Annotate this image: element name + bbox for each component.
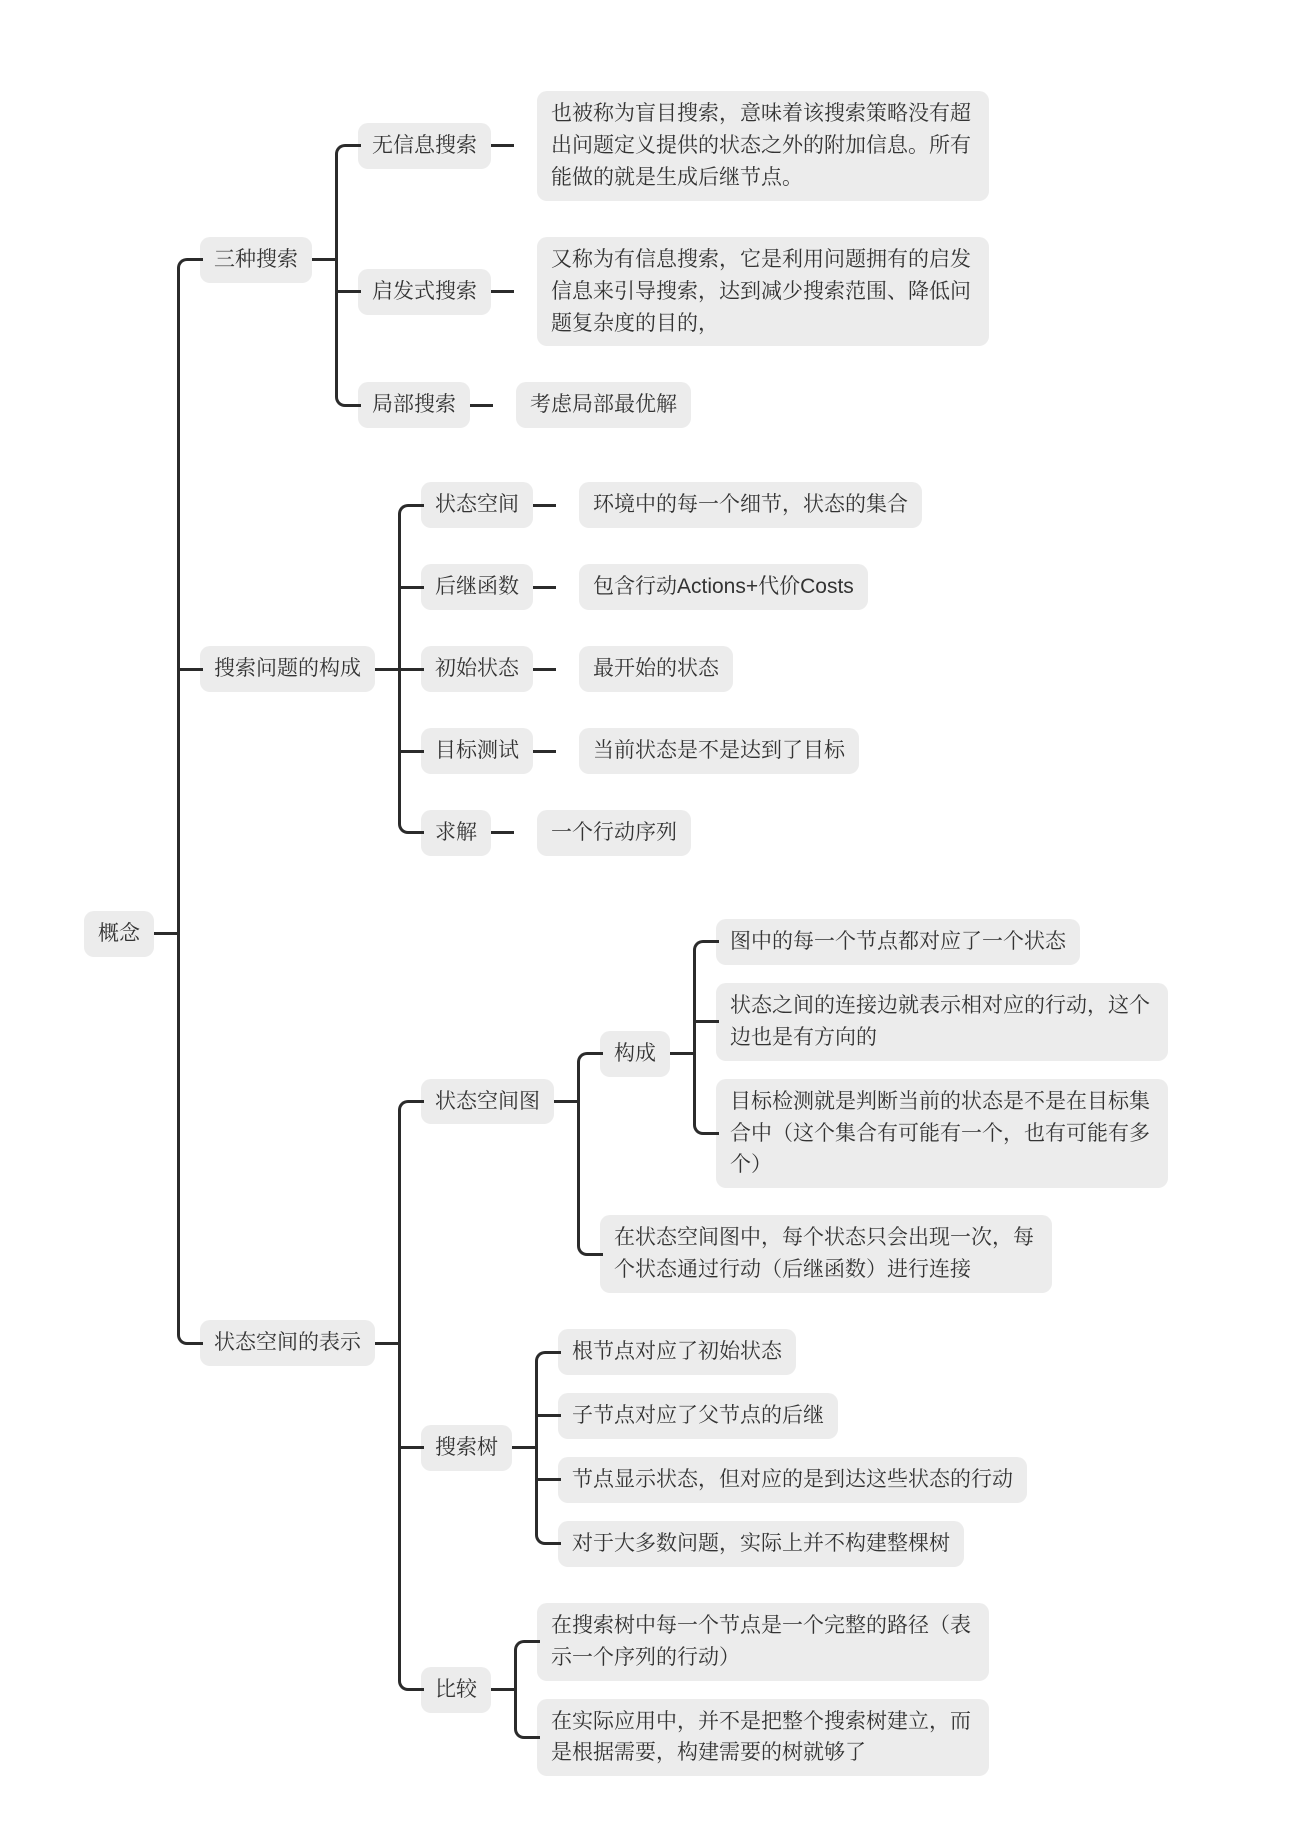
leaf-goal-test-desc[interactable]: 当前状态是不是达到了目标	[579, 728, 859, 774]
composition-wrap	[554, 901, 1168, 1206]
leaf-child-node-successor[interactable]: 子节点对应了父节点的后继	[558, 1393, 838, 1439]
node-initial-state[interactable]: 初始状态	[421, 646, 533, 692]
local-search-wrap	[312, 364, 989, 446]
local-search-desc-wrap	[470, 373, 691, 437]
mindmap-root-branch	[84, 64, 1280, 1803]
node-search-tree[interactable]: 搜索树	[421, 1425, 512, 1471]
leaf-tree-node-full-path[interactable]: 在搜索树中每一个节点是一个完整的路径（表示一个序列的行动）	[537, 1603, 989, 1681]
node-composition[interactable]: 构成	[600, 1031, 670, 1077]
search-tree-wrap	[375, 1311, 1168, 1585]
leaf-not-build-whole-tree[interactable]: 对于大多数问题，实际上并不构建整棵树	[558, 1521, 964, 1567]
node-comparison[interactable]: 比较	[421, 1667, 491, 1713]
node-uninformed-search[interactable]: 无信息搜索	[358, 123, 491, 169]
leaf-uninformed-search-desc[interactable]: 也被称为盲目搜索，意味着该搜索策略没有超出问题定义提供的状态之外的附加信息。所有能做的就是生成后继节点。	[537, 91, 989, 201]
leaf-state-space-desc[interactable]: 环境中的每一个细节，状态的集合	[579, 482, 922, 528]
solution-wrap	[375, 792, 922, 874]
node-heuristic-search[interactable]: 启发式搜索	[358, 269, 491, 315]
leaf-state-space-graph-note[interactable]: 在状态空间图中，每个状态只会出现一次，每个状态通过行动（后继函数）进行连接	[600, 1215, 1052, 1293]
leaf-successor-function-desc[interactable]: 包含行动Actions+代价Costs	[579, 564, 868, 610]
branch-search-problem-components-wrap	[154, 455, 1168, 883]
node-state-space-graph[interactable]: 状态空间图	[421, 1079, 554, 1125]
branch-search-problem-components[interactable]: 搜索问题的构成	[200, 646, 375, 692]
leaf-build-tree-as-needed[interactable]: 在实际应用中，并不是把整个搜索树建立，而是根据需要，构建需要的树就够了	[537, 1699, 989, 1777]
branch-state-space-representation-wrap	[154, 883, 1168, 1804]
branch-state-space-representation[interactable]: 状态空间的表示	[200, 1320, 375, 1366]
initial-state-wrap	[375, 628, 922, 710]
leaf-local-optimum[interactable]: 考虑局部最优解	[516, 382, 691, 428]
leaf-heuristic-search-desc[interactable]: 又称为有信息搜索，它是利用问题拥有的启发信息来引导搜索，达到减少搜索范围、降低问题复杂度的目的，	[537, 237, 989, 347]
branch-three-search-types-wrap	[154, 64, 1168, 455]
leaf-root-node-initial-state[interactable]: 根节点对应了初始状态	[558, 1329, 796, 1375]
heuristic-search-desc-wrap	[491, 228, 989, 356]
root-children	[154, 64, 1168, 1803]
leaf-solution-desc[interactable]: 一个行动序列	[537, 810, 691, 856]
heuristic-search-wrap	[312, 219, 989, 365]
branch-three-search-types[interactable]: 三种搜索	[200, 237, 312, 283]
node-state-space[interactable]: 状态空间	[421, 482, 533, 528]
uninformed-search-wrap	[312, 73, 989, 219]
comparison-wrap	[375, 1585, 1168, 1795]
node-solution[interactable]: 求解	[421, 810, 491, 856]
leaf-goal-detection-desc[interactable]: 目标检测就是判断当前的状态是不是在目标集合中（这个集合有可能有一个，也有可能有多个）	[716, 1079, 1168, 1189]
state-space-graph-wrap	[375, 892, 1168, 1311]
node-local-search[interactable]: 局部搜索	[358, 382, 470, 428]
node-successor-function[interactable]: 后继函数	[421, 564, 533, 610]
uninformed-search-desc-wrap	[491, 82, 989, 210]
state-space-wrap	[375, 464, 922, 546]
leaf-node-shows-state[interactable]: 节点显示状态，但对应的是到达这些状态的行动	[558, 1457, 1027, 1503]
leaf-graph-node-state[interactable]: 图中的每一个节点都对应了一个状态	[716, 919, 1080, 965]
goal-test-wrap	[375, 710, 922, 792]
node-goal-test[interactable]: 目标测试	[421, 728, 533, 774]
leaf-graph-edge-action[interactable]: 状态之间的连接边就表示相对应的行动，这个边也是有方向的	[716, 983, 1168, 1061]
root-node-concept[interactable]: 概念	[84, 911, 154, 957]
leaf-initial-state-desc[interactable]: 最开始的状态	[579, 646, 733, 692]
successor-function-wrap	[375, 546, 922, 628]
